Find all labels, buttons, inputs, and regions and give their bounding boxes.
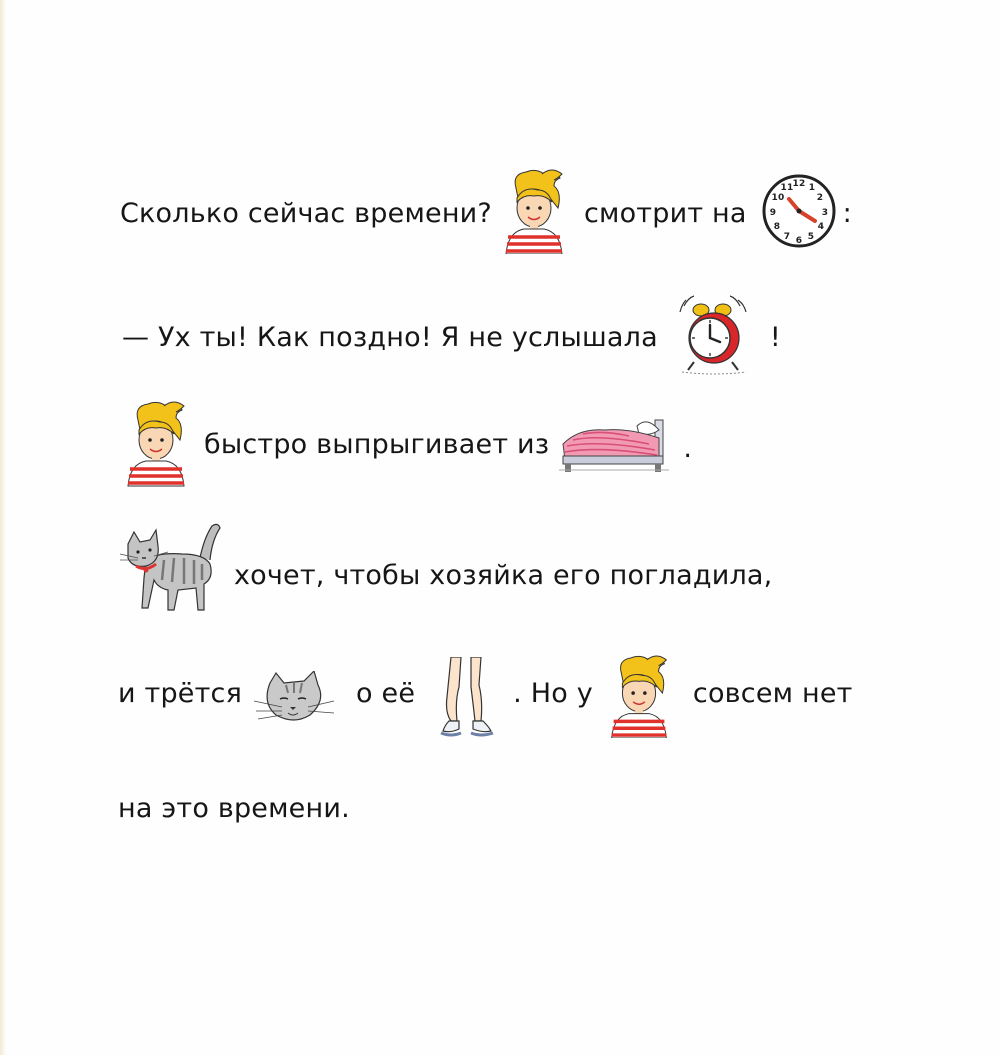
wall-clock-icon xyxy=(759,171,839,251)
story-text: . xyxy=(683,432,693,464)
cat-icon xyxy=(118,518,228,618)
svg-text:5: 5 xyxy=(807,232,814,242)
svg-text:7: 7 xyxy=(783,232,790,242)
alarm-clock-icon xyxy=(674,292,750,376)
girl-icon xyxy=(498,168,570,254)
girl-icon xyxy=(603,654,675,738)
svg-text:6: 6 xyxy=(795,236,802,246)
svg-text:1: 1 xyxy=(808,183,815,193)
story-line-1 xyxy=(120,168,852,258)
svg-text:12: 12 xyxy=(792,179,806,189)
story-line-2 xyxy=(122,292,781,382)
svg-text:10: 10 xyxy=(771,193,785,203)
story-text: — Ух ты! Как поздно! Я не услышала xyxy=(122,321,658,353)
story-text: хочет, чтобы хозяйка его погладила, xyxy=(234,559,773,591)
story-text: о её xyxy=(356,677,416,709)
story-line-3 xyxy=(120,396,692,492)
svg-text:2: 2 xyxy=(816,193,823,203)
story-text: . Но у xyxy=(513,677,593,709)
story-text: Сколько сейчас времени? xyxy=(120,197,492,229)
story-text: на это времени. xyxy=(118,792,350,824)
cat-head-icon xyxy=(254,671,336,725)
svg-text:4: 4 xyxy=(817,222,824,232)
story-line-5 xyxy=(118,648,853,738)
story-text: совсем нет xyxy=(692,677,853,709)
story-line-4 xyxy=(118,518,772,618)
story-line-6 xyxy=(118,786,350,830)
svg-text:3: 3 xyxy=(821,208,828,218)
svg-text:8: 8 xyxy=(773,222,780,232)
story-text: и трётся xyxy=(118,677,243,709)
story-text: смотрит на xyxy=(583,197,747,229)
svg-text:9: 9 xyxy=(769,208,776,218)
legs-icon xyxy=(437,657,499,739)
girl-icon xyxy=(120,398,192,488)
story-text: быстро выпрыгивает из xyxy=(204,428,550,460)
svg-text:11: 11 xyxy=(780,183,794,193)
bed-icon xyxy=(559,414,675,474)
story-text: : xyxy=(842,197,852,229)
story-text: ! xyxy=(769,321,781,353)
